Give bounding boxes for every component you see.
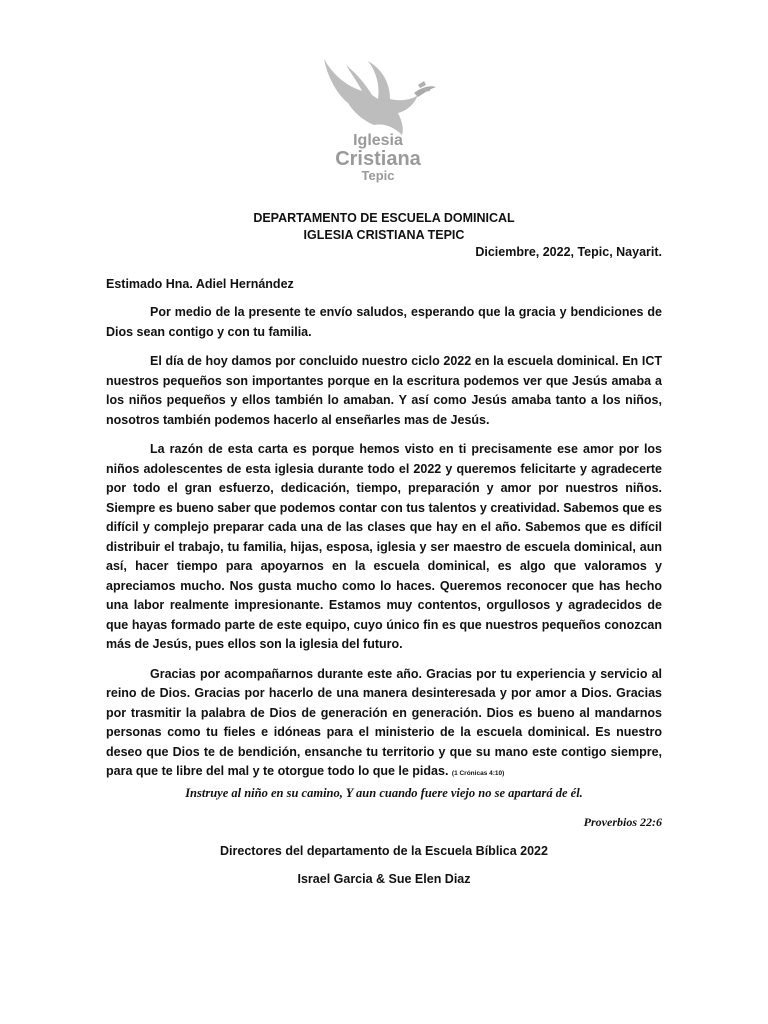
directors-title: Directores del departamento de la Escuela Bíblica 2022 [220,844,548,858]
paragraph-thanks-text: Gracias por acompañarnos durante este año. Gracias por tu experiencia y servicio al reino de Dios. Gracias por hacerlo de una manera desinteresada y por amor a Dios. Gracias por trasmitir la palabra de Dios de generación en generación. Dios es bueno al mandarnos personas como tu fieles e idóneas para el ministerio de la escuela dominical. Es nuestro deseo que Dios te de bendición, ensanche tu territorio y que su mano este contigo siempre, para que te libre del mal y te otorgue todo lo que le pidas. [106,666,662,778]
header-church: IGLESIA CRISTIANA TEPIC [303,228,465,242]
paragraph-thanks [106,665,662,784]
paragraph-reason: La razón de esta carta es porque hemos visto en ti precisamente ese amor por los niños adolescentes de esta iglesia durante todo el 2022 y queremos felicitarte y agradecerte por todo el gran esfuerzo, dedicación, tiempo, preparación y amor por nuestros niños. Siempre es bueno saber que podemos contar con tus talentos y creatividad. Sabemos que es difícil y complejo preparar cada una de las clases que hay en el año. Sabemos que es difícil distribuir el trabajo, tu familia, hijas, esposa, iglesia y ser maestro de escuela dominical, aun así, hacer tiempo para apoyarnos en la escuela dominical, es algo que valoramos y apreciamos mucho. Nos gusta mucho como lo haces. Queremos reconocer que has hecho una labor realmente impresionante. Estamos muy contentos, orgullosos y agradecidos de que hayas formado parte de este equipo, cuyo único fin es que nuestros pequeños conozcan más de Jesús, pues ellos son la iglesia del futuro. [106,442,662,651]
quote-reference: Proverbios 22:6 [583,815,662,829]
letter-body [106,303,662,794]
logo-line-2: Cristiana [335,148,421,170]
directors-names: Israel Garcia & Sue Elen Diaz [297,872,471,886]
logo-line-3: Tepic [361,168,395,183]
paragraph-cycle: El día de hoy damos por concluido nuestro ciclo 2022 en la escuela dominical. En ICT nuestros pequeños son importantes porque en la escritura podemos ver que Jesús amaba a los niños pequeños y ellos también lo amaban. Y así como Jesús amaba tanto a los niños, nosotros también podemos hacerlo al enseñarles mas de Jesús. [106,354,662,427]
letter-header [106,210,662,244]
header-department: DEPARTAMENTO DE ESCUELA DOMINICAL [253,211,515,225]
letter-date: Diciembre, 2022, Tepic, Nayarit. [475,245,662,259]
paragraph-greeting: Por medio de la presente te envío saludos, esperando que la gracia y bendiciones de Dios sean contigo y con tu familia. [106,305,662,339]
bible-reference: (1 Crónicas 4:10) [451,770,505,777]
church-logo [318,55,442,185]
logo-line-1: Iglesia [353,132,403,149]
salutation: Estimado Hna. Adiel Hernández [106,277,294,291]
bible-quote: Instruye al niño en su camino, Y aun cuando fuere viejo no se apartará de él. [185,786,583,800]
dove-icon [324,59,436,135]
